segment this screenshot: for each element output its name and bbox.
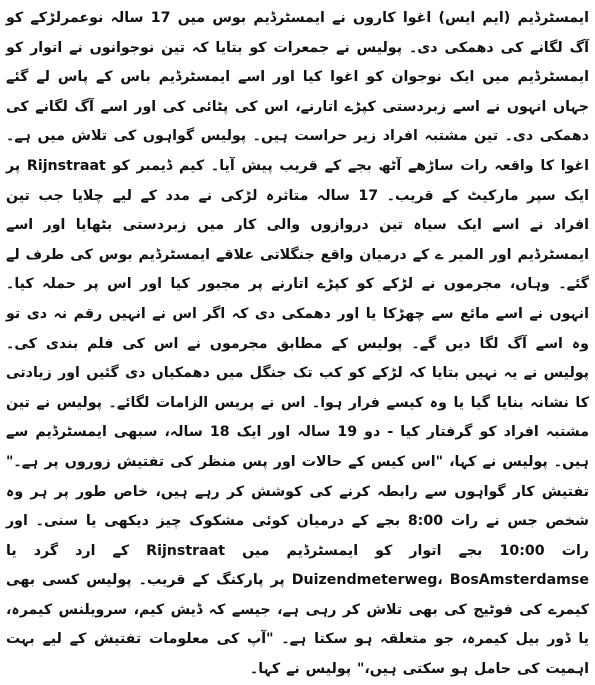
article-body-text: ایمسٹرڈیم (ایم ایس) اغوا کاروں نے ایمسٹرڈیم بوس میں 17 سالہ نوعمرلڑکے کو آگ لگانے کی دھمکی دی۔ پولیس نے جمعرات کو بتایا کہ تین نوجوانوں نے اتوار کو ایمسٹرڈیم میں ایک نوجوان کو اغوا کیا اور اسے ایمسٹرڈیم باس کے پاس لے گئے جہاں انہوں نے اسے زبردستی کپڑے اتارنے، اس کی پٹائی کی اور اسے آگ لگانے کی دھمکی دی۔ تین مشتبہ افراد زیر حراست ہیں۔ پولیس گواہوں کی تلاش میں ہے۔ اغوا کا واقعہ رات ساڑھے آٹھ بجے کے قریب پیش آیا۔ کیم ڈیمبر کو Rijnstraat پر ایک سپر مارکیٹ کے قریب۔ 17 سالہ متاثرہ لڑکی نے مدد کے لیے چلایا جب تین افراد نے اسے ایک سیاہ تین دروازوں والی کار میں زبردستی بٹھایا اور اسے ایمسٹرڈیم اور المیر ے کے درمیان واقع جنگلاتی علاقے ایمسٹرڈیم بوس کی طرف لے گئے۔ وہاں، مجرموں نے لڑکے کو کپڑے اتارنے پر مجبور کیا اور اس پر حملہ کیا۔ انہوں نے اسے مائع سے چھڑکا یا اور دھمکی دی کہ اگر اس نے انہیں رقم نہ دی تو وہ اسے آگ لگا دیں گے۔ پولیس کے مطابق مجرموں نے اس کی فلم بندی کی۔ پولیس نے یہ نہیں بتایا کہ لڑکے کو کب تک جنگل میں دھمکیاں دی گئیں اور زیادتی کا نشانہ بنایا گیا یا وہ کیسے فرار ہوا۔ اس نے پریس الزامات لگائے۔ پولیس نے تین مشتبہ افراد کو گرفتار کیا - دو 19 سالہ اور ایک 18 سالہ، سبھی ایمسٹرڈیم سے ہیں۔ پولیس نے کہا، "اس کیس کے حالات اور پس منظر کی تفتیش زوروں پر ہے۔" تفتیش کار گواہوں سے رابطہ کرنے کی کوشش کر رہے ہیں، خاص طور پر ہر وہ شخص جس نے رات 8:00 بجے کے درمیان کوئی مشکوک چیز دیکھی یا سنی۔ اور رات 10:00 بجے اتوار کو ایمسٹرڈیم میں Rijnstraat کے ارد گرد یا Duizendmeterweg، BosAmsterdamse پر پارکنگ کے قریب۔ پولیس کسی بھی کیمرے کی فوٹیج کی بھی تلاش کر رہی ہے، جیسے کہ ڈیش کیم، سرویلنس کیمرہ، یا ڈور بیل کیمرہ، جو متعلقہ ہو سکتا ہے۔ "آپ کی معلومات تفتیش کے لیے بہت اہمیت کی حامل ہو سکتی ہیں،" پولیس نے کہا۔ [6,10,590,678]
